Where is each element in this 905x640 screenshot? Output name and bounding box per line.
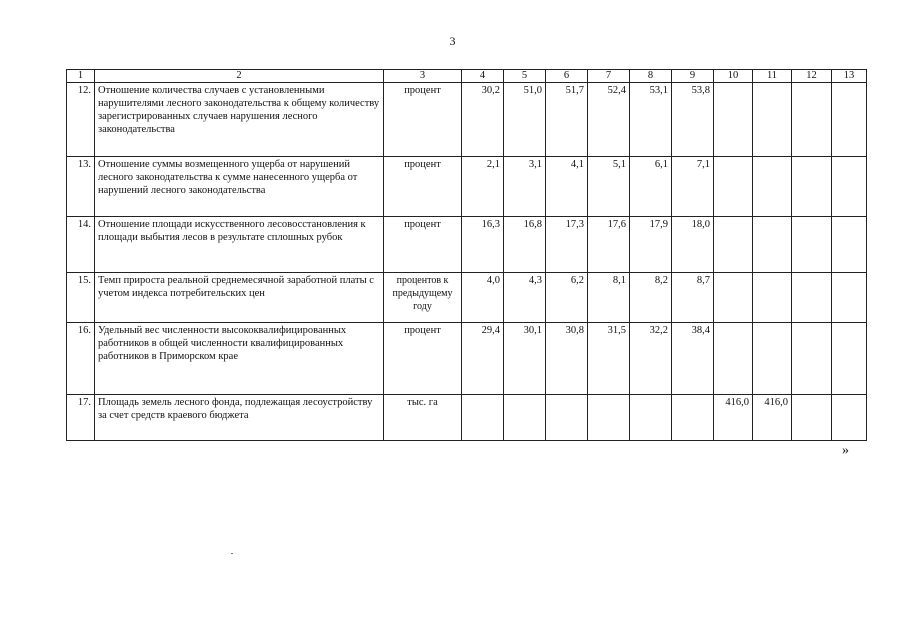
value-cell: 30,8 — [546, 323, 588, 395]
value-cell: 53,8 — [672, 83, 714, 157]
value-cell — [714, 323, 753, 395]
value-cell: 8,7 — [672, 273, 714, 323]
value-cell: 16,8 — [504, 217, 546, 273]
indicator-name: Площадь земель лесного фонда, подлежащая лесоустройству за счет средств краевого бюджета — [95, 395, 384, 441]
value-cell: 7,1 — [672, 157, 714, 217]
table-row — [67, 323, 867, 395]
unit-cell: процент — [384, 157, 462, 217]
value-cell — [792, 83, 832, 157]
value-cell: 8,1 — [588, 273, 630, 323]
value-cell — [714, 157, 753, 217]
indicators-table — [66, 69, 867, 441]
row-number: 15. — [67, 273, 95, 323]
value-cell — [753, 323, 792, 395]
unit-cell: процент — [384, 83, 462, 157]
table-row — [67, 273, 867, 323]
value-cell: 32,2 — [630, 323, 672, 395]
value-cell: 51,7 — [546, 83, 588, 157]
indicator-name: Удельный вес численности высококвалифицированных работников в общей численности квалифицированных работников в Приморском крае — [95, 323, 384, 395]
value-cell — [832, 395, 867, 441]
value-cell: 3,1 — [504, 157, 546, 217]
column-header: 1 — [67, 70, 95, 83]
value-cell — [753, 217, 792, 273]
table-row — [67, 395, 867, 441]
value-cell — [832, 323, 867, 395]
value-cell: 17,6 — [588, 217, 630, 273]
value-cell — [588, 395, 630, 441]
value-cell: 51,0 — [504, 83, 546, 157]
value-cell: 17,9 — [630, 217, 672, 273]
value-cell — [753, 273, 792, 323]
value-cell: 5,1 — [588, 157, 630, 217]
value-cell — [832, 217, 867, 273]
column-header: 5 — [504, 70, 546, 83]
value-cell: 6,2 — [546, 273, 588, 323]
unit-cell: процент — [384, 323, 462, 395]
indicator-name: Отношение количества случаев с установленными нарушителями лесного законодательства к общему количеству зарегистрированных случаев нарушения лесного законодательства — [95, 83, 384, 157]
table-row — [67, 83, 867, 157]
value-cell: 53,1 — [630, 83, 672, 157]
value-cell: 4,0 — [462, 273, 504, 323]
column-header: 11 — [753, 70, 792, 83]
table-row — [67, 217, 867, 273]
value-cell: 4,3 — [504, 273, 546, 323]
value-cell — [714, 83, 753, 157]
column-header: 3 — [384, 70, 462, 83]
table-header — [67, 70, 867, 83]
indicator-name: Темп прироста реальной среднемесячной заработной платы с учетом индекса потребительских цен — [95, 273, 384, 323]
row-number: 17. — [67, 395, 95, 441]
column-number-row — [67, 70, 867, 83]
column-header: 10 — [714, 70, 753, 83]
value-cell — [714, 217, 753, 273]
unit-cell: тыс. га — [384, 395, 462, 441]
column-header: 2 — [95, 70, 384, 83]
unit-cell: процентов к предыдущему году — [384, 273, 462, 323]
value-cell — [832, 157, 867, 217]
indicator-name: Отношение площади искусственного лесовосстановления к площади выбытия лесов в результате сплошных рубок — [95, 217, 384, 273]
value-cell — [792, 157, 832, 217]
column-header: 4 — [462, 70, 504, 83]
column-header: 8 — [630, 70, 672, 83]
row-number: 14. — [67, 217, 95, 273]
value-cell: 38,4 — [672, 323, 714, 395]
row-number: 12. — [67, 83, 95, 157]
value-cell: 18,0 — [672, 217, 714, 273]
value-cell: 30,1 — [504, 323, 546, 395]
value-cell: 17,3 — [546, 217, 588, 273]
value-cell: 416,0 — [714, 395, 753, 441]
table-row — [67, 157, 867, 217]
column-header: 13 — [832, 70, 867, 83]
value-cell: 2,1 — [462, 157, 504, 217]
column-header: 12 — [792, 70, 832, 83]
value-cell — [753, 157, 792, 217]
value-cell — [714, 273, 753, 323]
value-cell — [832, 83, 867, 157]
row-number: 16. — [67, 323, 95, 395]
table-body — [67, 83, 867, 441]
value-cell: 29,4 — [462, 323, 504, 395]
value-cell: 8,2 — [630, 273, 672, 323]
value-cell — [504, 395, 546, 441]
value-cell: 6,1 — [630, 157, 672, 217]
value-cell — [792, 217, 832, 273]
value-cell: 416,0 — [753, 395, 792, 441]
value-cell — [672, 395, 714, 441]
page-number: 3 — [449, 34, 456, 48]
value-cell — [832, 273, 867, 323]
indicator-name: Отношение суммы возмещенного ущерба от нарушений лесного законодательства к сумме нанесенного ущерба от нарушений лесного законодательства — [95, 157, 384, 217]
column-header: 6 — [546, 70, 588, 83]
value-cell — [546, 395, 588, 441]
column-header: 7 — [588, 70, 630, 83]
scan-artifact — [231, 553, 233, 554]
value-cell: 52,4 — [588, 83, 630, 157]
value-cell — [792, 273, 832, 323]
row-number: 13. — [67, 157, 95, 217]
value-cell — [753, 83, 792, 157]
value-cell: 30,2 — [462, 83, 504, 157]
value-cell — [630, 395, 672, 441]
value-cell — [792, 323, 832, 395]
unit-cell: процент — [384, 217, 462, 273]
value-cell — [792, 395, 832, 441]
value-cell: 16,3 — [462, 217, 504, 273]
closing-quote: » — [842, 443, 849, 458]
value-cell: 31,5 — [588, 323, 630, 395]
value-cell — [462, 395, 504, 441]
column-header: 9 — [672, 70, 714, 83]
value-cell: 4,1 — [546, 157, 588, 217]
